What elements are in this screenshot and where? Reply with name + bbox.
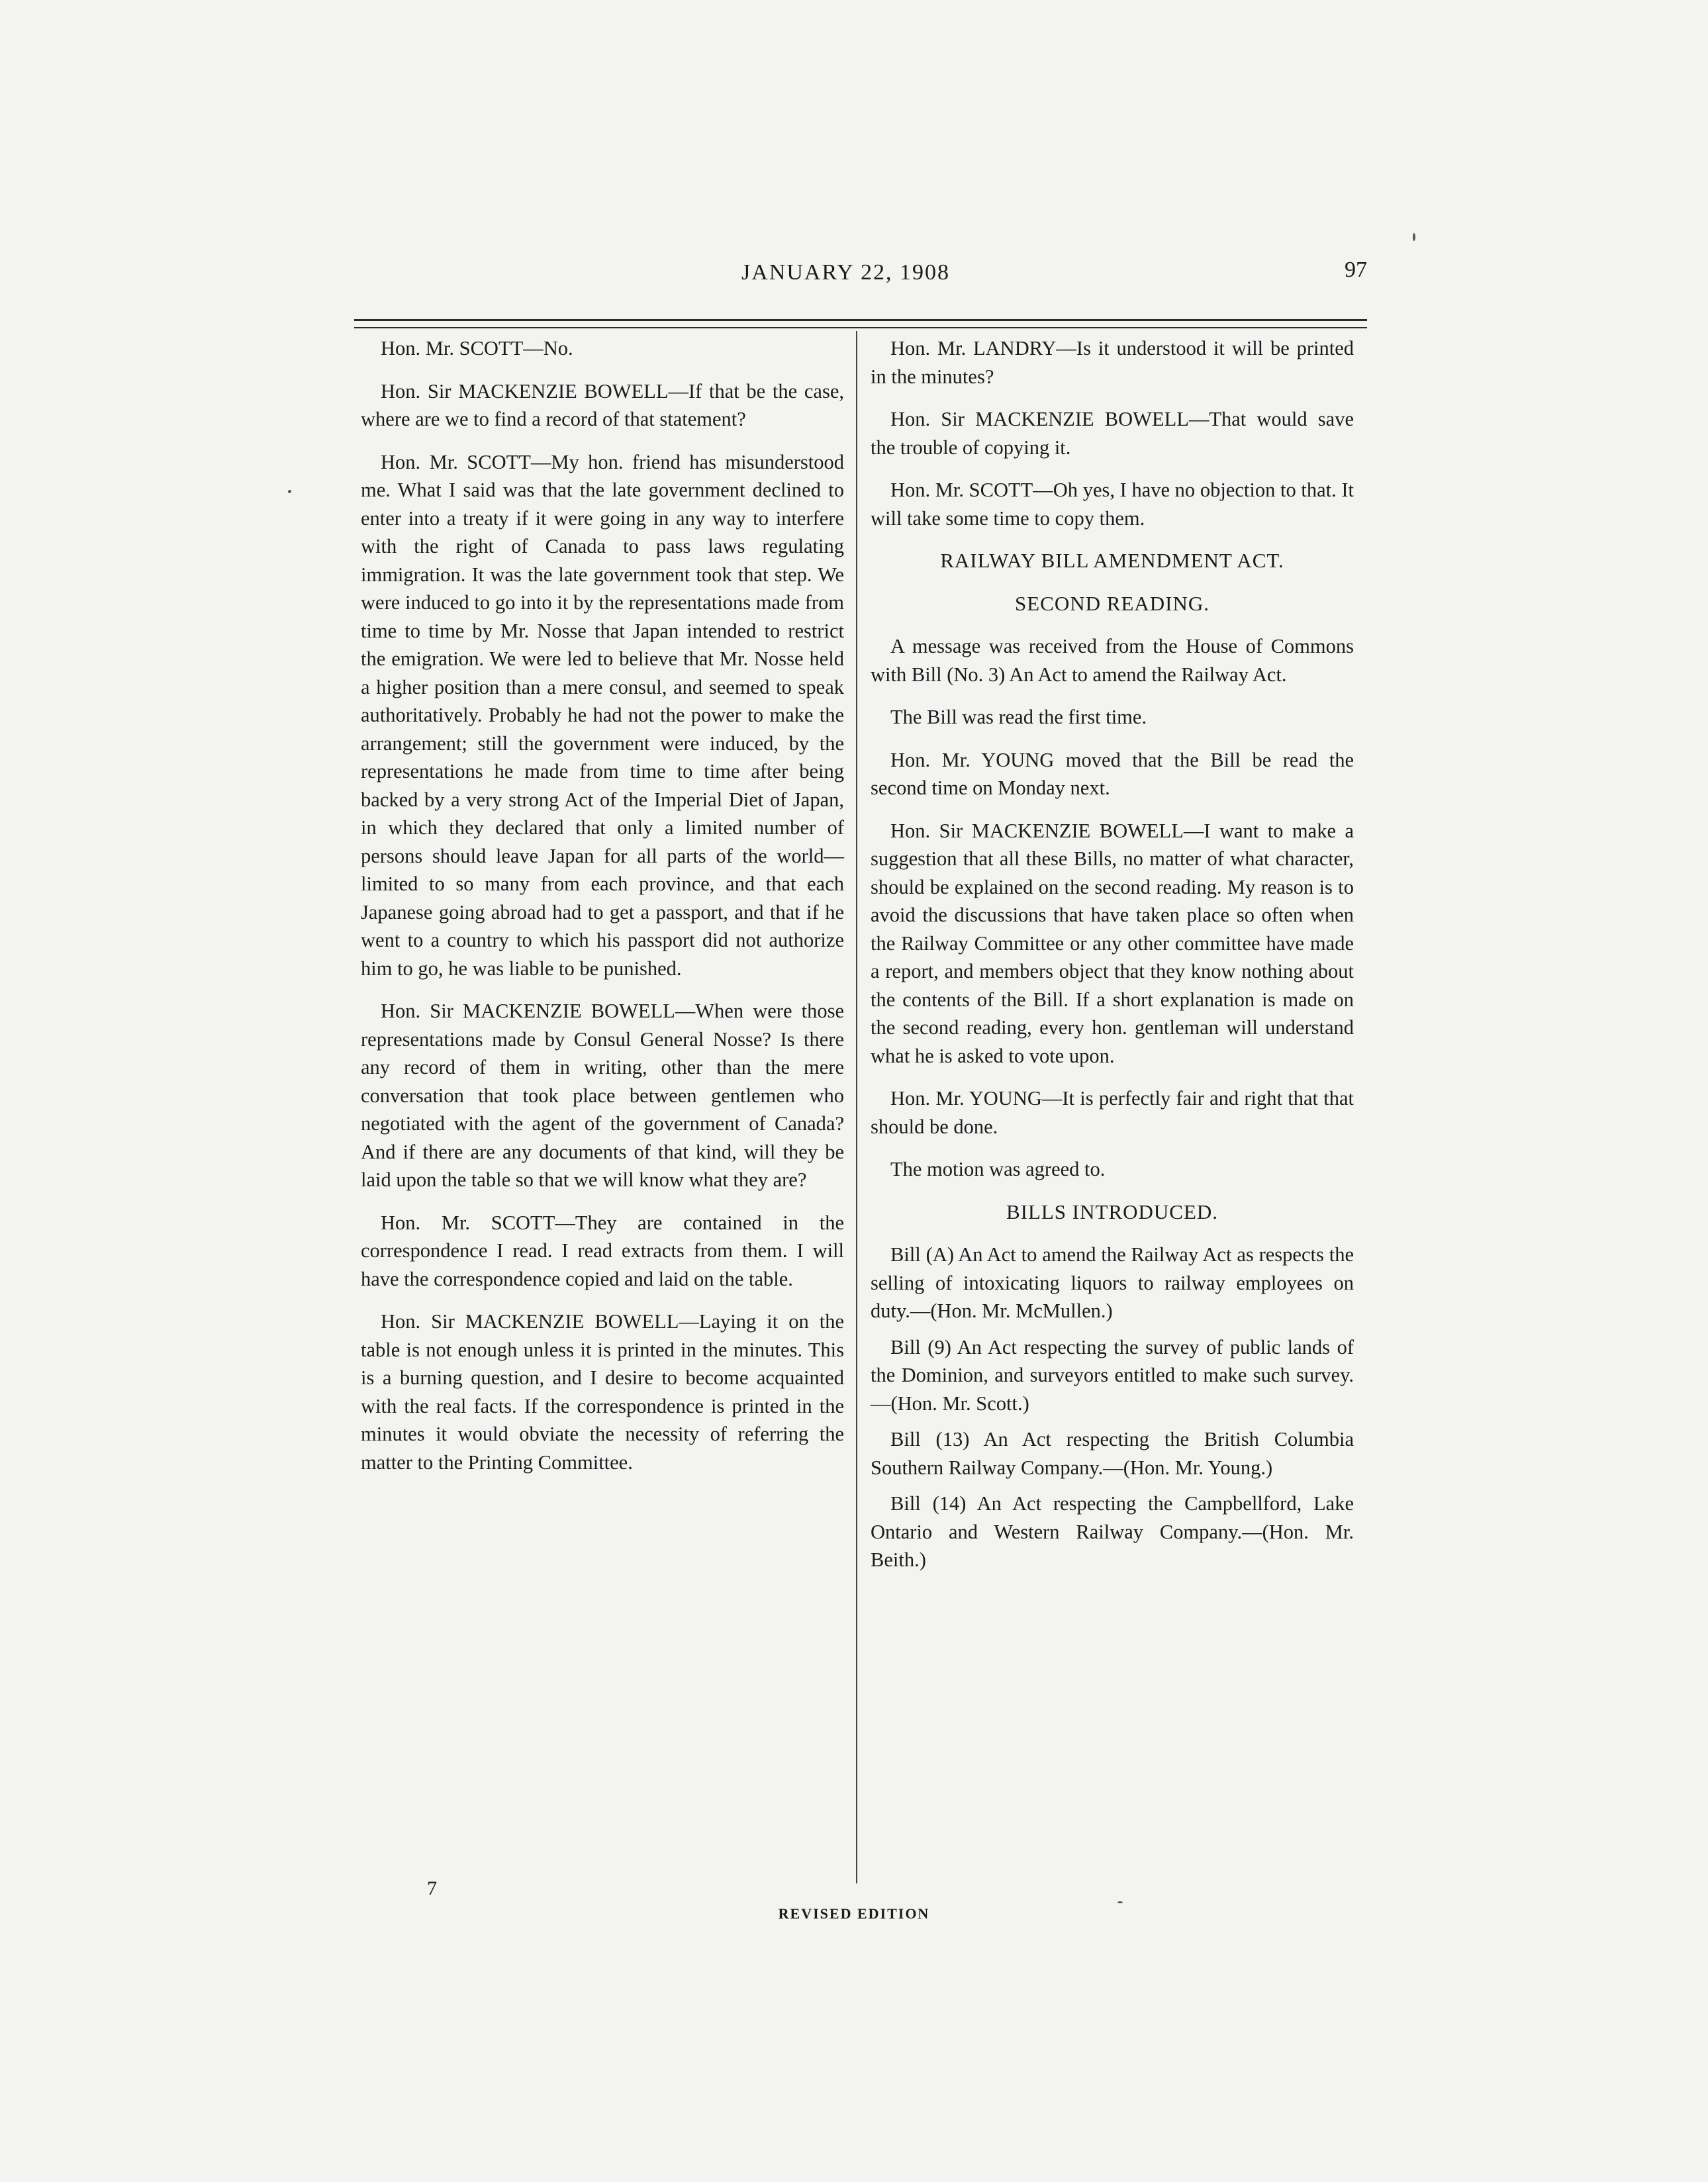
column-divider (856, 331, 857, 1883)
paragraph: The Bill was read the first time. (890, 706, 1147, 728)
section-heading: RAILWAY BILL AMENDMENT ACT. (940, 549, 1284, 572)
paragraph: Hon. Mr. SCOTT—My hon. friend has misunderstood me. What I said was that the late government declined to enter into a treaty if it were going in any way to interfere with the right of Canada to pass laws regulating immigration. It was the late government took that step. We were induced to go into it by the representations made from time to time by Mr. Nosse that Japan intended to restrict the emigration. We were led to believe that Mr. Nosse held a higher position than a mere consul, and seemed to speak authoritatively. Probably he had not the power to make the arrangement; still the government were induced, by the representations he made from time to time after being backed by a very strong Act of the Imperial Diet of Japan, in which they declared that only a limited number of persons should leave Japan for all parts of the world—limited to so many from each province, and that each Japanese going abroad had to get a passport, and that if he went to a country to which his passport did not authorize him to go, he was liable to be punished. (361, 450, 844, 980)
section-subheading: SECOND READING. (1015, 591, 1210, 615)
paragraph: Hon. Sir MACKENZIE BOWELL—That would save the trouble of copying it. (871, 408, 1354, 459)
page-header (354, 255, 1367, 295)
page-number: 97 (1345, 258, 1367, 282)
paragraph: Hon. Sir MACKENZIE BOWELL—When were those representations made by Consul General Nosse? Is there any record of them in writing, other than the mere conversation that took place between gentlemen who negotiated with the agent of the government of Canada? And if there are any documents of that kind, will they be laid upon the table so that we will know what they are? (361, 1000, 844, 1191)
header-rule-top (354, 319, 1367, 321)
signature-mark: 7 (427, 1877, 437, 1899)
paragraph: Hon. Mr. SCOTT—Oh yes, I have no objection to that. It will take some time to copy them. (871, 479, 1354, 530)
scan-speck (1413, 233, 1415, 241)
header-rule-bottom (354, 327, 1367, 328)
bill-entry: Bill (A) An Act to amend the Railway Act as respects the selling of intoxicating liquors to railway employees on duty.—(Hon. Mr. McMullen.) (871, 1243, 1354, 1322)
section-heading: BILLS INTRODUCED. (1006, 1200, 1219, 1223)
paragraph: Hon. Mr. SCOTT—No. (381, 337, 573, 359)
page-date: JANUARY 22, 1908 (741, 260, 951, 285)
right-column (871, 334, 1354, 1582)
left-column (361, 334, 844, 1491)
paragraph: Hon. Sir MACKENZIE BOWELL—If that be the case, where are we to find a record of that statement? (361, 379, 844, 430)
paragraph: Hon. Mr. YOUNG—It is perfectly fair and right that that should be done. (871, 1087, 1354, 1138)
scan-speck (288, 490, 291, 493)
paragraph: Hon. Sir MACKENZIE BOWELL—Laying it on the table is not enough unless it is printed in the minutes. This is a burning question, and I desire to become acquainted with the real facts. If the correspondence is printed in the minutes it would obviate the necessity of referring the matter to the Printing Committee. (361, 1310, 844, 1474)
bill-entry: Bill (14) An Act respecting the Campbellford, Lake Ontario and Western Railway Company.—(Hon. Mr. Beith.) (871, 1492, 1354, 1571)
paragraph: A message was received from the House of Commons with Bill (No. 3) An Act to amend the Railway Act. (871, 635, 1354, 686)
bill-entry: Bill (13) An Act respecting the British Columbia Southern Railway Company.—(Hon. Mr. Young.) (871, 1428, 1354, 1479)
paragraph: Hon. Mr. LANDRY—Is it understood it will be printed in the minutes? (871, 337, 1354, 388)
scan-speck (1117, 1901, 1123, 1903)
paragraph: Hon. Mr. YOUNG moved that the Bill be read the second time on Monday next. (871, 748, 1354, 799)
paragraph: Hon. Mr. SCOTT—They are contained in the correspondence I read. I read extracts from them. I will have the correspondence copied and laid on the table. (361, 1211, 844, 1290)
paragraph: Hon. Sir MACKENZIE BOWELL—I want to make a suggestion that all these Bills, no matter of what character, should be explained on the second reading. My reason is to avoid the discussions that have taken place so often when the Railway Committee or any other committee have made a report, and members object that they know nothing about the contents of the Bill. If a short explanation is made on the second reading, every hon. gentleman will understand what he is asked to vote upon. (871, 819, 1354, 1067)
page-footer: REVISED EDITION (778, 1905, 930, 1922)
bill-entry: Bill (9) An Act respecting the survey of public lands of the Dominion, and surveyors entitled to make such survey.—(Hon. Mr. Scott.) (871, 1335, 1354, 1415)
paragraph: The motion was agreed to. (890, 1158, 1106, 1180)
